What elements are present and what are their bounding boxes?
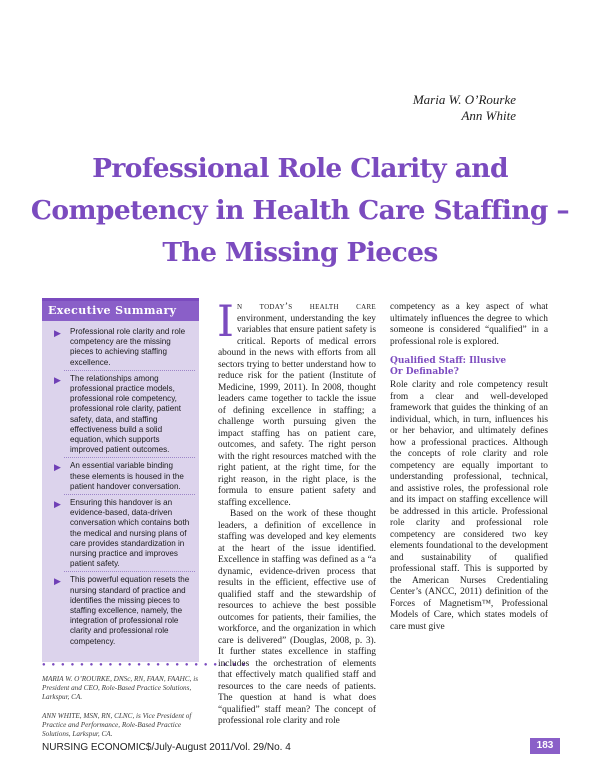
journal-footer: NURSING ECONOMIC$/July-August 2011/Vol. 29/No. 4	[42, 742, 291, 753]
summary-item: ▶ Professional role clarity and role competency are the missing pieces to achieving staffing excellence.	[54, 327, 193, 368]
body-paragraph-continued: competency as a key aspect of what ultimately influences the degree to which someone is considered “qualified” in a professional role is explored.	[390, 302, 548, 347]
drop-cap: I	[217, 297, 234, 347]
summary-item: ▶ This powerful equation resets the nursing standard of practice and identifies the missing pieces to staffing excellence, namely, the integration of professional role clarity and professional role competency.	[54, 575, 190, 646]
author-bio: ANN WHITE, MSN, RN, CLNC, is Vice President of Practice and Performance, Role-Based Practice Solutions, Larkspur, CA.	[42, 712, 192, 738]
author-block	[413, 92, 516, 124]
title-line: The Missing Pieces	[162, 237, 438, 268]
executive-summary-box	[42, 298, 199, 662]
dotted-divider: ● ● ● ● ● ● ● ● ● ● ● ● ● ● ● ● ● ● ● ● ● ●	[42, 662, 248, 668]
body-paragraph: In today’s health care environment, understanding the key variables that ensure patient safety is critical. Reports of medical errors abound in the news with efforts from all sectors trying to better understand how to reduce risk for the patient (Institute of Medicine, 1999, 2011). In 2008, thought leaders came together to tackle the issue of defining excellence in staffing; a challenge worth pursuing given the impact staffing has on patient care, outcomes, and safety. The right person with the right resources matched with the right patient, at the right time, for the right reason, in the right place, is the formula to ensure patient safety and staffing excellence.	[217, 297, 376, 508]
triangle-bullet-icon: ▶	[54, 374, 61, 385]
executive-summary-heading: Executive Summary	[42, 301, 199, 321]
section-subhead: Qualified Staff: Illusive Or Definable?	[390, 356, 507, 377]
summary-item: ▶ Ensuring this handover is an evidence-based, data-driven conversation which contains both the medical and nursing plans of care provides standardization in nursing practice and improves patient safety.	[54, 498, 193, 569]
body-paragraph: Based on the work of these thought leaders, a definition of excellence in staffing was developed and key elements at the heart of the issue identified. Excellence in staffing was defined as a “a dynamic, evidence-driven process that results in the efficient, effective use of qualified staff and the stewardship of resources to achieve the best possible outcomes for patients, their families, the workforce, and the organization in which care is delivered” (Douglas, 2008, p. 3). It further states excellence in staffing includes the orchestration of elements that effectively match qualified staff and resources to the care needs of patients. The question at hand is what does “qualified” staff mean? The concept of professional role clarity and role	[218, 509, 376, 726]
author-name: Ann White	[461, 108, 516, 123]
body-paragraph: Role clarity and role competency result from a clear and well-developed framework that guides the thinking of an individual, which, in turn, influences his or her behavior, and ultimately defines how a professional practices. Although the concepts of role clarity and role competency are equally important to understanding professional, technical, and assistive roles, the professional role and its impact on staffing excellence will be addressed in this article. Professional role clarity and professional role competency are considered two key elements foundational to the development and sustainability of qualified professional staff. This is supported by the American Nurses Credentialing Center’s (ANCC, 2011) definition of the Forces of Magnetism™, Professional Models of Care, which states models of care must give	[390, 380, 548, 632]
triangle-bullet-icon: ▶	[54, 328, 61, 338]
author-name: Maria W. O’Rourke	[412, 92, 516, 107]
executive-summary-list	[42, 327, 199, 647]
triangle-bullet-icon: ▶	[54, 462, 61, 473]
summary-item: ▶ The relationships among professional practice models, professional role competency, professional role clarity, patient safety, data, and staffing effectiveness build a solid equation, which supports improved patient outcomes.	[54, 374, 193, 456]
body-column	[217, 297, 376, 728]
title-line: Competency in Health Care Staffing –	[30, 195, 570, 226]
author-bio: MARIA W. O’ROURKE, DNSc, RN, FAAN, FAAHC, is President and CEO, Role-Based Practice Solutions, Larkspur, CA.	[42, 675, 199, 701]
triangle-bullet-icon: ▶	[54, 499, 61, 510]
summary-item: ▶ An essential variable binding these elements is housed in the patient handover conversation.	[54, 461, 193, 492]
page-number: 183	[530, 738, 560, 754]
article-title	[30, 148, 570, 274]
lead-in: n today’s health care	[237, 302, 376, 312]
triangle-bullet-icon: ▶	[54, 576, 61, 587]
body-column	[390, 302, 548, 633]
title-line: Professional Role Clarity and	[92, 153, 508, 184]
